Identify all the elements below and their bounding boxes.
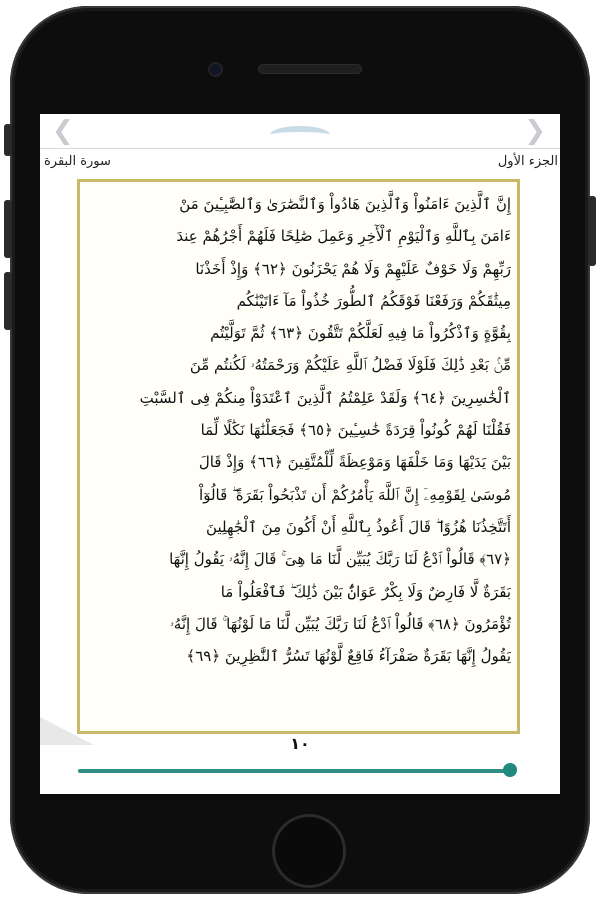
front-camera — [208, 62, 223, 77]
drag-handle[interactable] — [270, 126, 330, 144]
mute-switch — [4, 124, 12, 156]
page-line: مُوسَىٰ لِقَوْمِهِۦٓ إِنَّ ٱللَّهَ يَأْمُرُكُمْ أَن تَذْبَحُواْ بَقَرَةً ۖ قَالُوٓاْ — [199, 485, 511, 504]
page-line: يَقُولُ إِنَّهَا بَقَرَةٌ صَفْرَآءُ فَاقِعٌ لَّوْنُهَا تَسُرُّ ٱلنَّٰظِرِينَ ﴿٦٩﴾ — [186, 647, 511, 666]
chevron-left-icon[interactable]: ❮ — [52, 116, 74, 146]
page-line: بَقَرَةٌ لَّا فَارِضٌ وَلَا بِكْرٌ عَوَانٌۢ بَيْنَ ذَٰلِكَ ۖ فَٱفْعَلُواْ مَا — [220, 582, 511, 601]
power-button — [588, 196, 596, 266]
page-line: ٱلْخَٰسِرِينَ ﴿٦٤﴾ وَلَقَدْ عَلِمْتُمُ ٱلَّذِينَ ٱعْتَدَوْاْ مِنكُمْ فِى ٱلسَّبْتِ — [139, 388, 511, 407]
page-slider-thumb[interactable] — [503, 763, 517, 777]
volume-down-button — [4, 272, 12, 330]
page-line: بَيْنَ يَدَيْهَا وَمَا خَلْفَهَا وَمَوْعِظَةً لِّلْمُتَّقِينَ ﴿٦٦﴾ وَإِذْ قَالَ — [198, 453, 511, 472]
home-button[interactable] — [272, 814, 346, 888]
page-line: فَقُلْنَا لَهُمْ كُونُواْ قِرَدَةً خَٰسِـِٔينَ ﴿٦٥﴾ فَجَعَلْنَٰهَا نَكَٰلًا لِّمَا — [200, 421, 511, 440]
page-slider-track[interactable] — [78, 769, 514, 773]
page-line: إِنَّ ٱلَّذِينَ ءَامَنُواْ وَٱلَّذِينَ هَادُواْ وَٱلنَّصَٰرَىٰ وَٱلصَّٰبِـِٔينَ مَنْ — [179, 195, 511, 213]
page-line: رَبِّهِمْ وَلَا خَوْفٌ عَلَيْهِمْ وَلَا هُمْ يَحْزَنُونَ ﴿٦٢﴾ وَإِذْ أَخَذْنَا — [195, 259, 511, 278]
app-screen — [40, 114, 560, 794]
earpiece-speaker — [258, 64, 362, 74]
page-curl[interactable] — [40, 717, 94, 745]
page-line: مِيثَٰقَكُمْ وَرَفَعْنَا فَوْقَكُمُ ٱلطُّورَ خُذُواْ مَآ ءَاتَيْنَٰكُم — [236, 291, 511, 310]
page-line: مِّنۢ بَعْدِ ذَٰلِكَ فَلَوْلَا فَضْلُ ٱللَّهِ عَلَيْكُمْ وَرَحْمَتُهُۥ لَكُنتُم مِّنَ — [189, 356, 511, 375]
page-line: تُؤْمَرُونَ ﴿٦٨﴾ قَالُواْ ٱدْعُ لَنَا رَبَّكَ يُبَيِّن لَّنَا مَا لَوْنُهَا ۚ قَالَ إِنَّهُۥ — [170, 614, 511, 633]
page-line: أَتَتَّخِذُنَا هُزُوًا ۖ قَالَ أَعُوذُ بِٱللَّهِ أَنْ أَكُونَ مِنَ ٱلْجَٰهِلِينَ — [206, 517, 511, 536]
page-line: بِقُوَّةٍ وَٱذْكُرُواْ مَا فِيهِ لَعَلَّكُمْ تَتَّقُونَ ﴿٦٣﴾ ثُمَّ تَوَلَّيْتُم — [210, 324, 511, 343]
quran-page — [77, 179, 520, 734]
page-number: ١٠ — [290, 734, 310, 753]
top-bar — [40, 114, 560, 149]
page-line: ﴿٦٧﴾ قَالُواْ ٱدْعُ لَنَا رَبَّكَ يُبَيِّن لَّنَا مَا هِىَ ۚ قَالَ إِنَّهُۥ يَقُولُ إِنَّهَا — [169, 550, 511, 569]
chevron-right-icon[interactable]: ❯ — [524, 116, 546, 146]
page-line: ءَامَنَ بِٱللَّهِ وَٱلْيَوْمِ ٱلْأٓخِرِ وَعَمِلَ صَٰلِحًا فَلَهُمْ أَجْرُهُمْ عِندَ — [176, 227, 511, 246]
juz-label: الجزء الأول — [497, 154, 558, 169]
surah-label: سورة البقرة — [44, 154, 111, 169]
volume-up-button — [4, 200, 12, 258]
page-text — [86, 188, 511, 725]
